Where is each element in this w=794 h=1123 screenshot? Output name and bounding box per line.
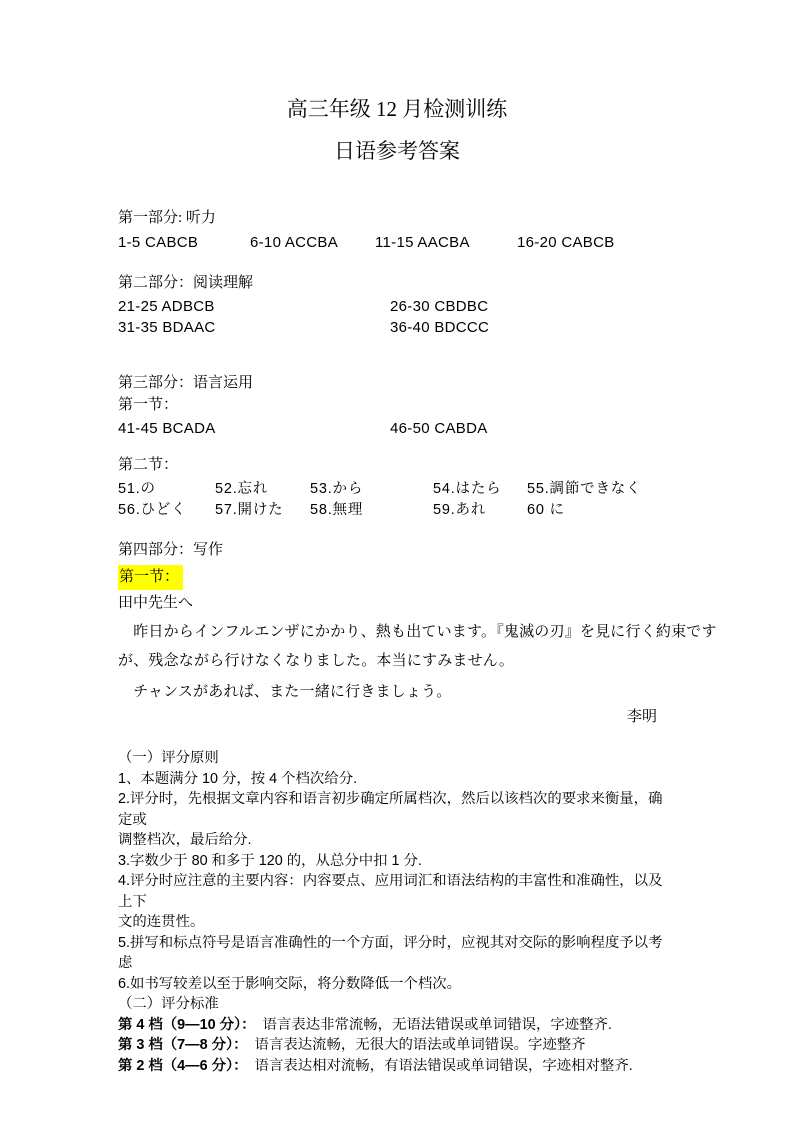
part2-answer-row <box>118 317 676 338</box>
grading-principle-line: 1、本题满分 10 分，按 4 个档次给分. <box>118 770 358 787</box>
grading-standards-heading: （二）评分标准 <box>118 996 219 1012</box>
letter-body-line: チャンスがあれば、また一緒に行きましょう。 <box>118 684 452 700</box>
document-title: 高三年级 12 月检测训练 <box>286 97 508 121</box>
answer-key-6-10: 6-10 ACCBA <box>250 234 339 251</box>
answer-key-21-25: 21-25 ADBCB <box>118 298 215 315</box>
answer-57: 57.開けた <box>215 502 284 518</box>
grading-principle-line: 3.字数少于 80 和多于 120 的，从总分中扣 1 分. <box>118 852 422 869</box>
letter-salutation: 田中先生へ <box>118 595 194 611</box>
grading-principle-line: 2.评分时，先根据文章内容和语言初步确定所属档次，然后以该档次的要求来衡量，确定或 <box>118 791 663 828</box>
letter-signature: 李明 <box>626 709 657 725</box>
part2-heading: 第二部分：阅读理解 <box>118 275 254 291</box>
answer-59: 59.あれ <box>433 502 487 518</box>
part4-heading: 第四部分：写作 <box>118 542 224 558</box>
grading-standard-line <box>118 1056 676 1077</box>
grade-4-label: 第 4 档（9—10 分）： <box>118 1016 256 1033</box>
grading-principle-line: 文的连贯性。 <box>118 914 205 930</box>
letter-body-line: が、残念ながら行けなくなりました。本当にすみません。 <box>118 653 515 669</box>
answer-key-31-35: 31-35 BDAAC <box>118 319 216 336</box>
answer-54: 54.はたら <box>433 481 502 497</box>
answer-53: 53.から <box>310 481 364 497</box>
grading-principle-line: 6.如书写较差以至于影响交际，将分数降低一个档次。 <box>118 975 461 992</box>
part3-section2-label: 第二节： <box>118 457 179 473</box>
grading-principle-line: 5.拼写和标点符号是语言准确性的一个方面，评分时，应视其对交际的影响程度予以考虑 <box>118 934 663 971</box>
answer-key-11-15: 11-15 AACBA <box>375 234 470 251</box>
grade-2-label: 第 2 档（4—6 分）： <box>118 1057 248 1074</box>
answer-56: 56.ひどく <box>118 502 187 518</box>
part3-section2-answer-row <box>118 500 676 521</box>
answer-51: 51.の <box>118 481 156 497</box>
answer-key-16-20: 16-20 CABCB <box>517 234 615 251</box>
grading-principles-heading: （一）评分原则 <box>118 750 219 766</box>
part1-heading: 第一部分: 听力 <box>118 210 216 226</box>
answer-key-46-50: 46-50 CABDA <box>390 420 488 437</box>
document-subtitle: 日语参考答案 <box>334 139 460 163</box>
answer-52: 52.忘れ <box>215 481 269 497</box>
part3-section1-answer-row <box>118 418 676 439</box>
answer-key-41-45: 41-45 BCADA <box>118 420 216 437</box>
grading-principle-line: 4.评分时应注意的主要内容：内容要点、应用词汇和语法结构的丰富性和准确性，以及上下 <box>118 873 663 910</box>
part3-heading: 第三部分：语言运用 <box>118 375 254 391</box>
answer-key-1-5: 1-5 CABCB <box>118 234 199 251</box>
grade-4-description: 语言表达非常流畅，无语法错误或单词错误，字迹整齐. <box>262 1016 612 1033</box>
part4-section1-line <box>118 565 676 590</box>
grading-standard-line <box>118 1015 676 1036</box>
answer-55: 55.調節できなく <box>527 481 642 497</box>
answer-58: 58.無理 <box>310 502 364 518</box>
document-content <box>0 96 794 1076</box>
grading-principle-line: 调整档次，最后给分. <box>118 832 252 848</box>
part3-section2-answer-row <box>118 479 676 500</box>
answer-key-26-30: 26-30 CBDBC <box>390 298 489 315</box>
grade-2-description: 语言表达相对流畅，有语法错误或单词错误，字迹相对整齐. <box>254 1057 633 1074</box>
part3-section1-label: 第一节： <box>118 397 179 413</box>
answer-60: 60 に <box>527 502 565 518</box>
grade-3-label: 第 3 档（7—8 分）： <box>118 1037 248 1053</box>
answer-key-36-40: 36-40 BDCCC <box>390 319 490 336</box>
grading-standard-line <box>118 1035 676 1056</box>
letter-body-line: 昨日からインフルエンザにかかり、熱も出ています。『鬼滅の刃』を見に行く約束です <box>118 624 717 640</box>
grade-3-description: 语言表达流畅，无很大的语法或单词错误。字迹整齐 <box>254 1037 586 1053</box>
part2-answer-row <box>118 296 676 317</box>
highlighted-section-label: 第一节： <box>118 565 183 590</box>
part1-answer-row <box>118 232 676 253</box>
